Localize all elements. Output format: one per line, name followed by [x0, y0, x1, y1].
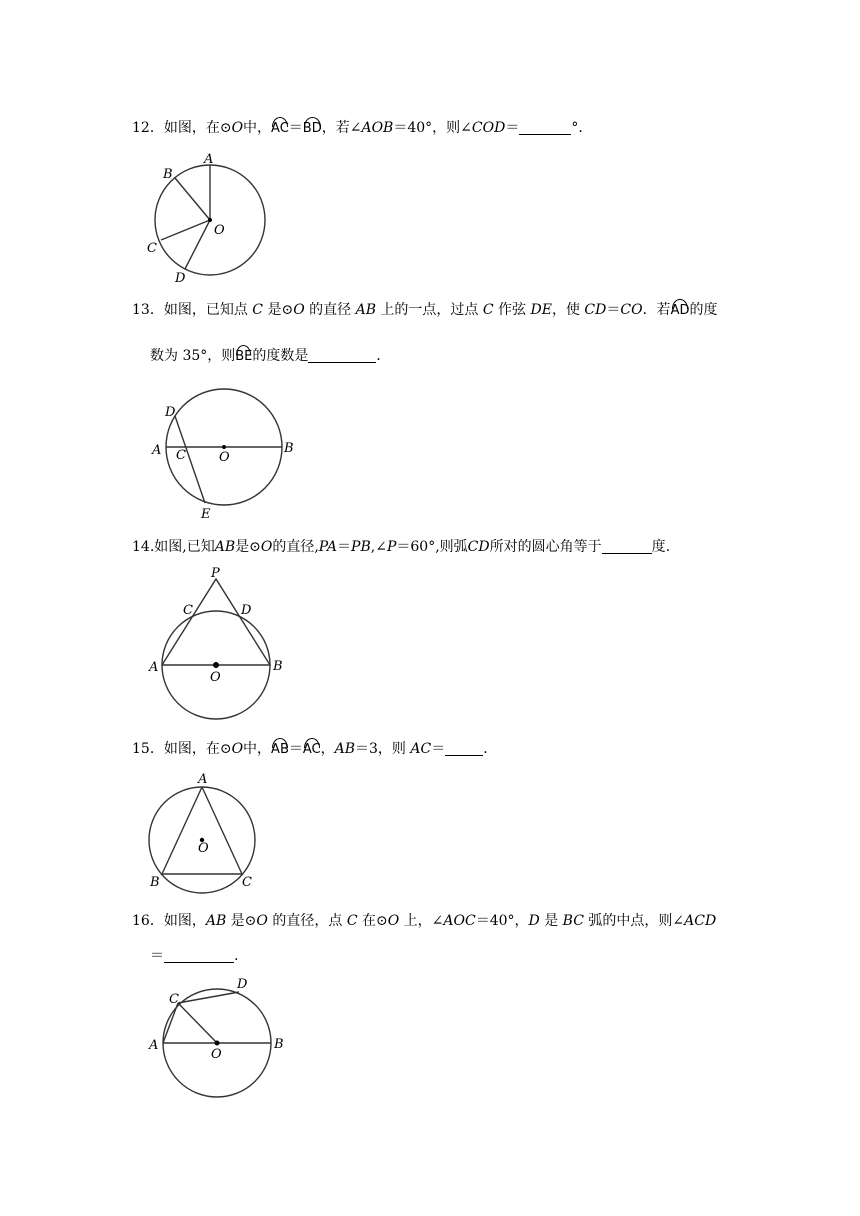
- label-d: D: [175, 271, 186, 286]
- label-o: O: [214, 223, 225, 238]
- question-number: 16．: [132, 913, 164, 929]
- center-point: [222, 445, 226, 449]
- label-o: O: [219, 450, 230, 465]
- question-number: 14.: [132, 539, 155, 555]
- arc-bd-notation: BD: [303, 117, 322, 136]
- center-point: [208, 218, 212, 222]
- label-c: C: [176, 448, 186, 463]
- arc-ac-notation: AC: [271, 117, 289, 136]
- figure-q12-circle: [140, 145, 280, 285]
- radius-oc: [178, 1003, 217, 1043]
- triangle-abc: [162, 787, 242, 874]
- label-c: C: [169, 992, 179, 1007]
- figure-q16-circle: [145, 975, 295, 1105]
- question-13-text-line1: 13．如图，已知点 C 是⊙O 的直径 AB 上的一点，过点 C 作弦 DE，使 CD＝CO．若AD的度: [132, 299, 717, 320]
- label-d: D: [165, 405, 176, 420]
- question-13-text-line2: 数为 35°，则BE的度数是 ．: [150, 345, 390, 366]
- arc-ac-notation: AC: [303, 738, 321, 757]
- figure-q13-circle: [145, 385, 305, 525]
- question-16-text-line2: ＝ .: [150, 948, 239, 964]
- center-point: [213, 662, 219, 668]
- label-b: B: [284, 441, 294, 456]
- label-a: A: [198, 772, 208, 787]
- label-c: C: [147, 241, 157, 256]
- label-b: B: [163, 167, 173, 182]
- radius-od: [185, 220, 210, 269]
- label-c: C: [242, 875, 252, 890]
- question-number: 13．: [132, 302, 164, 318]
- label-b: B: [273, 659, 283, 674]
- question-16-text-line1: 16．如图，AB 是⊙O 的直径，点 C 在⊙O 上，∠AOC＝40°，D 是 BC 弧的中点，则∠ACD: [132, 913, 717, 929]
- label-c: C: [183, 603, 193, 618]
- label-o: O: [211, 1047, 222, 1062]
- question-number: 15．: [132, 741, 164, 757]
- arc-ad-notation: AD: [671, 299, 690, 318]
- radius-ob: [175, 178, 210, 220]
- label-a: A: [149, 660, 159, 675]
- arc-ab-notation: AB: [271, 738, 289, 757]
- label-o: O: [198, 841, 209, 856]
- question-number: 12．: [132, 120, 164, 136]
- question-14-text: 14.如图,已知AB是⊙O的直径,PA＝PB,∠P＝60°,则弧CD所对的圆心角等于 度.: [132, 539, 671, 555]
- label-a: A: [149, 1038, 159, 1053]
- label-d: D: [241, 603, 252, 618]
- answer-blank[interactable]: [445, 741, 483, 756]
- center-point: [215, 1041, 220, 1046]
- label-o: O: [210, 670, 221, 685]
- answer-blank[interactable]: [519, 120, 571, 135]
- label-e: E: [201, 507, 211, 522]
- question-15-text: 15．如图，在⊙O中，AB＝AC，AB＝3，则 AC＝ ．: [132, 738, 497, 759]
- radius-oc: [161, 220, 210, 240]
- label-p: P: [211, 566, 220, 581]
- triangle-pab: [162, 579, 270, 665]
- label-d: D: [237, 977, 248, 992]
- arc-be-notation: BE: [235, 345, 252, 364]
- answer-blank[interactable]: [164, 948, 234, 963]
- label-a: A: [204, 152, 214, 167]
- figure-q14-circle-triangle: [145, 563, 295, 728]
- label-b: B: [150, 875, 160, 890]
- answer-blank[interactable]: [602, 539, 652, 554]
- label-a: A: [152, 443, 162, 458]
- answer-blank[interactable]: [308, 348, 376, 363]
- label-b: B: [274, 1037, 284, 1052]
- figure-q15-circle-triangle: [140, 770, 270, 895]
- chord-ac: [163, 1003, 178, 1043]
- question-12-text: 12．如图，在⊙O中，AC＝BD，若∠AOB＝40°，则∠COD＝ °．: [132, 117, 592, 138]
